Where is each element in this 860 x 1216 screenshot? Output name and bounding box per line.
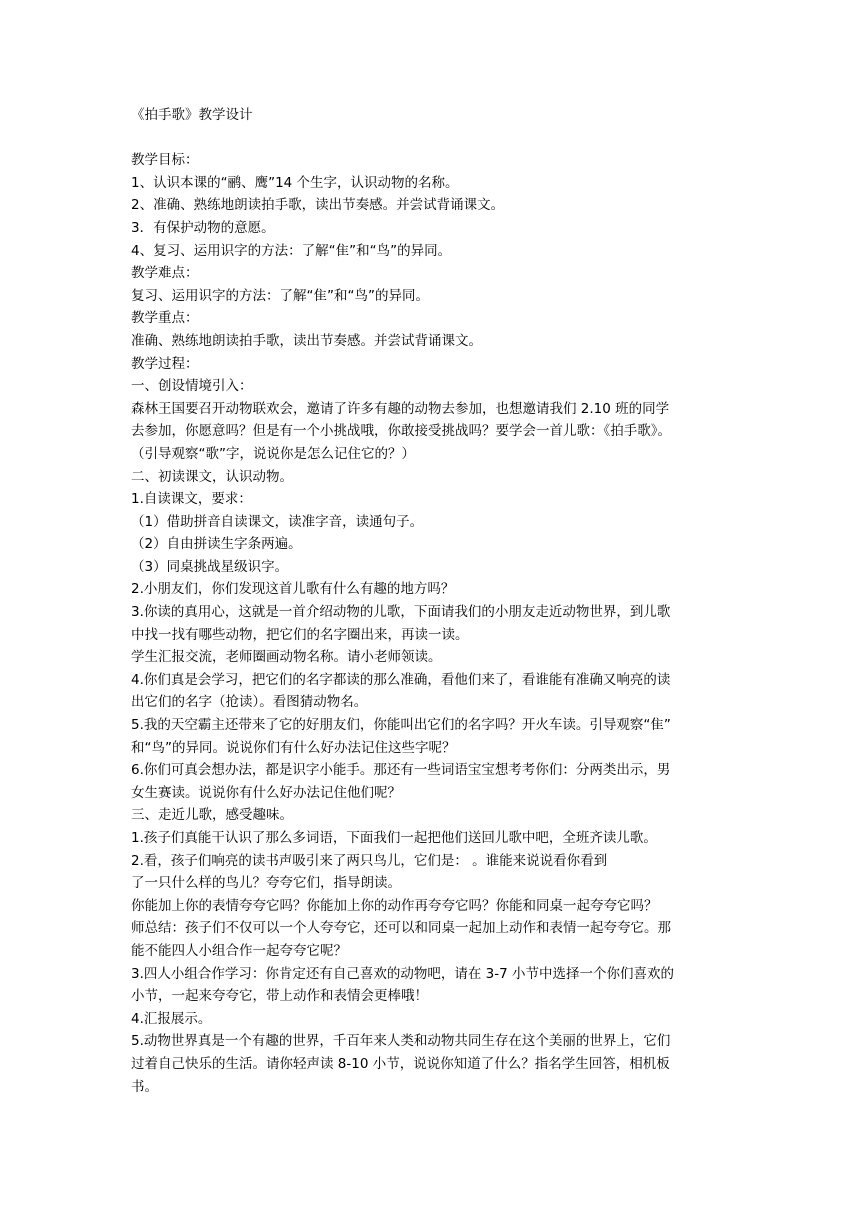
document-title: 《拍手歌》教学设计: [131, 107, 253, 123]
text-line: 1.自读课文，要求：: [131, 491, 252, 508]
text-line: 女生赛读。说说你有什么好办法记住他们呢？: [131, 784, 401, 801]
text-line: 2.看，孩子们响亮的读书声吸引来了两只鸟儿，它们是： 。谁能来说说看你看到: [131, 852, 608, 869]
text-line: 5.我的天空霸主还带来了它的好朋友们，你能叫出它们的名字吗？开火车读。引导观察“隹”: [131, 717, 671, 734]
text-line: 复习、运用识字的方法：了解“隹”和“鸟”的异同。: [131, 287, 429, 304]
text-line: 小节，一起来夸夸它，带上动作和表情会更棒哦！: [131, 988, 428, 1005]
text-line: 4.汇报展示。: [131, 1010, 212, 1027]
text-line: 过着自己快乐的生活。请你轻声读 8-10 小节，说说你知道了什么？指名学生回答，相机板: [131, 1055, 670, 1072]
text-line: 2、准确、熟练地朗读拍手歌，读出节奏感。并尝试背诵课文。: [131, 197, 505, 214]
text-line: 森林王国要召开动物联欢会，邀请了许多有趣的动物去参加，也想邀请我们 2.10 班的同学: [131, 400, 670, 417]
text-line: 5.动物世界真是一个有趣的世界，千百年来人类和动物共同生存在这个美丽的世界上，它们: [131, 1033, 671, 1050]
text-line: 准确、熟练地朗读拍手歌，读出节奏感。并尝试背诵课文。: [131, 332, 482, 349]
text-line: 学生汇报交流，老师圈画动物名称。请小老师领读。: [131, 649, 442, 666]
text-line: 你能加上你的表情夸夸它吗？你能加上你的动作再夸夸它吗？你能和同桌一起夸夸它吗？: [131, 897, 658, 914]
text-line: 出它们的名字（抢读）。看图猜动物名。: [131, 694, 368, 711]
text-line: （1）借助拼音自读课文，读准字音，读通句子。: [131, 513, 424, 530]
text-line: 3．有保护动物的意愿。: [131, 219, 275, 236]
text-line: 二、初读课文，认识动物。: [131, 468, 293, 485]
text-line: 能不能四人小组合作一起夸夸它呢？: [131, 942, 347, 959]
text-line: 一、创设情境引入：: [131, 378, 253, 395]
text-line: 教学重点：: [131, 310, 199, 327]
document-body: [131, 104, 733, 1098]
text-line: 书。: [131, 1078, 158, 1095]
text-line: 4、复习、运用识字的方法：了解“隹”和“鸟”的异同。: [131, 242, 452, 259]
text-line: （引导观察“歌”字，说说你是怎么记住它的？）: [131, 445, 415, 462]
text-line: 中找一找有哪些动物，把它们的名字圈出来，再读一读。: [131, 626, 469, 643]
text-line: 教学难点：: [131, 265, 199, 282]
text-line: 6.你们可真会想办法，都是识字小能手。那还有一些词语宝宝想考考你们：分两类出示，男: [131, 762, 671, 779]
text-line: 2.小朋友们，你们发现这首儿歌有什么有趣的地方吗？: [131, 581, 455, 598]
text-line: 教学目标：: [131, 152, 199, 169]
text-line: 3.你读的真用心，这就是一首介绍动物的儿歌，下面请我们的小朋友走近动物世界，到儿歌: [131, 604, 671, 621]
text-line: 师总结：孩子们不仅可以一个人夸夸它，还可以和同桌一起加上动作和表情一起夸夸它。那: [131, 920, 671, 937]
text-line: 三、走近儿歌，感受趣味。: [131, 807, 293, 824]
text-line: 1.孩子们真能干认识了那么多词语，下面我们一起把他们送回儿歌中吧，全班齐读儿歌。: [131, 830, 657, 846]
document-lines: [131, 149, 733, 1098]
text-line: 3.四人小组合作学习：你肯定还有自己喜欢的动物吧，请在 3-7 小节中选择一个你们喜欢的: [131, 965, 675, 982]
text-line: （2）自由拼读生字条两遍。: [131, 536, 302, 553]
text-line: （3）同桌挑战星级识字。: [131, 558, 289, 575]
text-line: 了一只什么样的鸟儿？夸夸它们，指导朗读。: [131, 875, 401, 892]
text-line: 和“鸟”的异同。说说你们有什么好办法记住这些字呢？: [131, 739, 456, 756]
text-line: 1、认识本课的“鹂、鹰”14 个生字，认识动物的名称。: [131, 174, 459, 191]
text-line: 去参加，你愿意吗？但是有一个小挑战哦，你敢接受挑战吗？要学会一首儿歌：《拍手歌》。: [131, 423, 671, 440]
text-line: 教学过程：: [131, 355, 199, 372]
text-line: 4.你们真是会学习，把它们的名字都读的那么准确，看他们来了，看谁能有准确又响亮的读: [131, 671, 671, 688]
